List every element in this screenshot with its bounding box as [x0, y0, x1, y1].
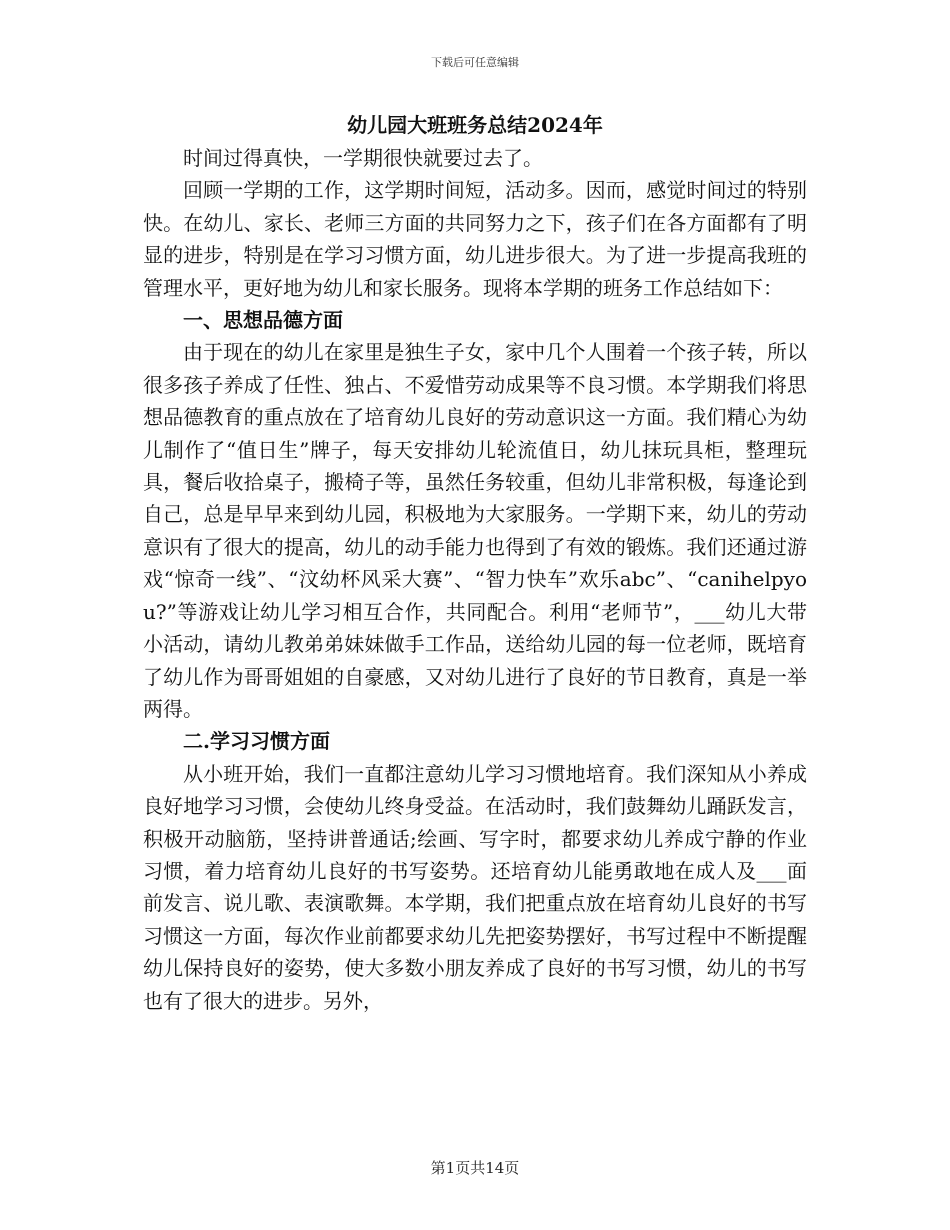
- page-header: 下载后可任意编辑: [431, 56, 519, 69]
- section-heading-study: 二.学习习惯方面: [183, 729, 330, 754]
- study-paragraph: 从小班开始，我们一直都注意幼儿学习习惯地培育。我们深知从小养成良好地学习习惯，会使幼儿终身受益。在活动时，我们鼓舞幼儿踊跃发言，积极开动脑筋，坚持讲普通话;绘画、写字时，都要求幼儿养成宁静的作业习惯，着力培育幼儿良好的书写姿势。还培育幼儿能勇敢地在成人及___面前发言、说儿歌、表演歌舞。本学期，我们把重点放在培育幼儿良好的书写习惯这一方面，每次作业前都要求幼儿先把姿势摆好，书写过程中不断提醒幼儿保持良好的姿势，使大多数小朋友养成了良好的书写习惯，幼儿的书写也有了很大的进步。另外，: [143, 761, 807, 1013]
- intro-paragraph: 时间过得真快，一学期很快就要过去了。: [183, 146, 543, 170]
- document-body: [143, 108, 807, 1017]
- moral-paragraph: 由于现在的幼儿在家里是独生子女，家中几个人围着一个孩子转，所以很多孩子养成了任性、独占、不爱惜劳动成果等不良习惯。本学期我们将思想品德教育的重点放在了培育幼儿良好的劳动意识这一方面。我们精心为幼儿制作了“值日生”牌子，每天安排幼儿轮流值日，幼儿抹玩具柜，整理玩具，餐后收拾桌子，搬椅子等，虽然任务较重，但幼儿非常积极，每逢论到自己，总是早早来到幼儿园，积极地为大家服务。一学期下来，幼儿的劳动意识有了很大的提高，幼儿的动手能力也得到了有效的锻炼。我们还通过游戏“惊奇一线”、“汶幼杯风采大赛”、“智力快车”欢乐abc”、“canihelpyou?”等游戏让幼儿学习相互合作，共同配合。利用“老师节”，___幼儿大带小活动，请幼儿教弟弟妹妹做手工作品，送给幼儿园的每一位老师，既培育了幼儿作为哥哥姐姐的自豪感，又对幼儿进行了良好的节日教育，真是一举两得。: [143, 340, 807, 721]
- section-heading-moral: 一、思想品德方面: [183, 308, 343, 333]
- review-paragraph: 回顾一学期的工作，这学期时间短，活动多。因而，感觉时间过的特别快。在幼儿、家长、老师三方面的共同努力之下，孩子们在各方面都有了明显的进步，特别是在学习习惯方面，幼儿进步很大。为了进一步提高我班的管理水平，更好地为幼儿和家长服务。现将本学期的班务工作总结如下：: [143, 178, 807, 300]
- document-title: 幼儿园大班班务总结2024年: [347, 113, 603, 137]
- page-footer: 第1页共14页: [430, 1159, 520, 1177]
